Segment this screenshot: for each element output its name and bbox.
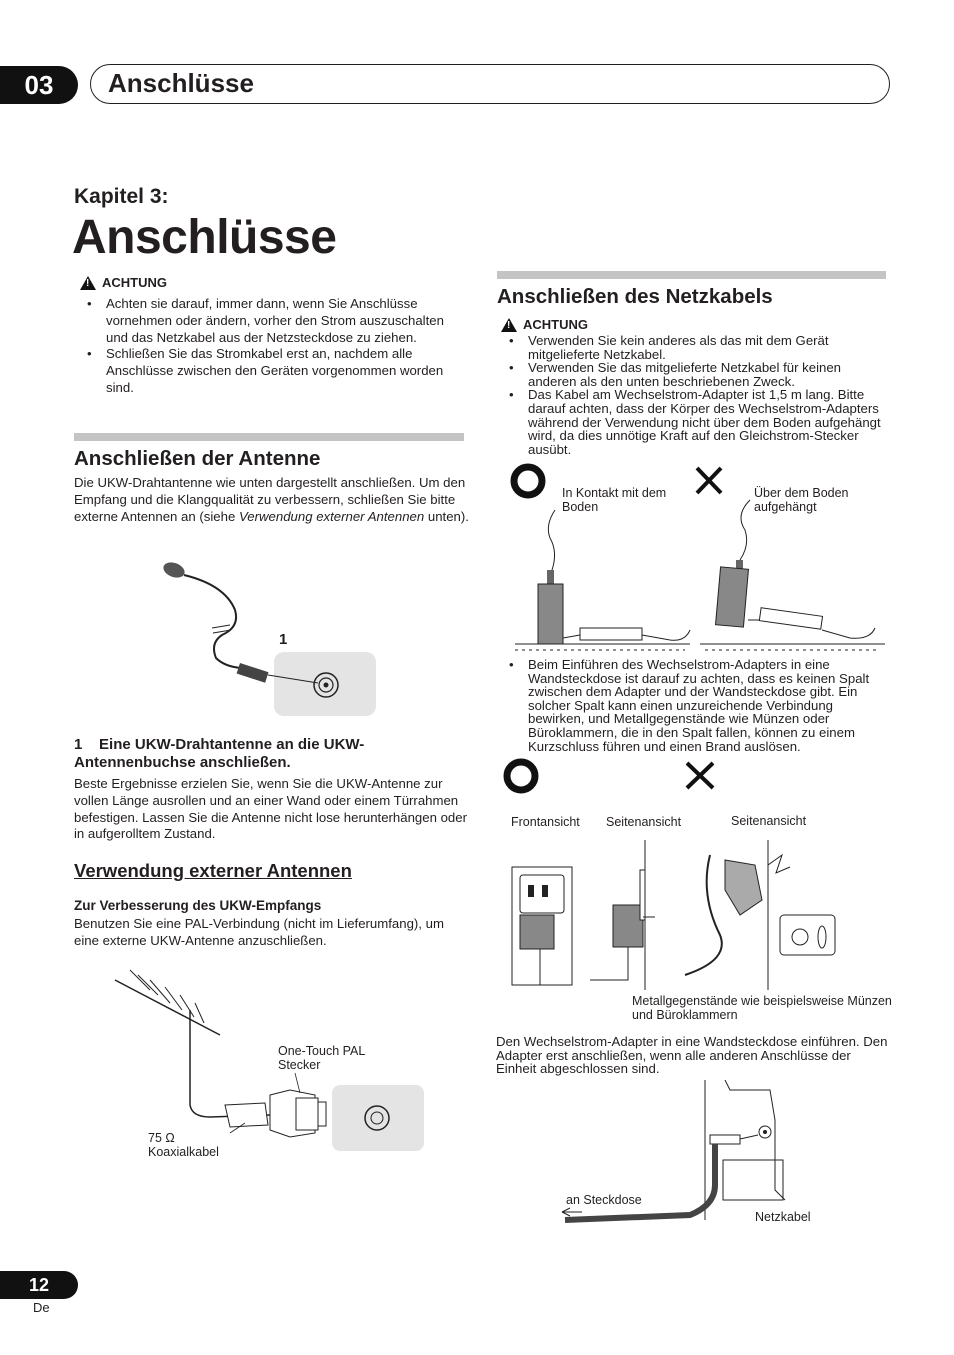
label-to-outlet: an Steckdose bbox=[566, 1193, 642, 1207]
list-item: • Schließen Sie das Stromkabel erst an, nachdem alle Anschlüsse zwischen den Geräten vorgenommen worden sind. bbox=[74, 346, 466, 396]
warning-icon bbox=[501, 318, 517, 332]
power-outro: Den Wechselstrom-Adapter in eine Wandsteckdose einführen. Den Adapter erst anschließen, wenn alle anderen Anschlüsse der Einheit abgeschlossen sind. bbox=[496, 1034, 888, 1077]
outlet-gap-figure bbox=[500, 755, 880, 995]
power-warning-heading bbox=[501, 317, 588, 332]
correct-icon bbox=[507, 762, 535, 790]
label-power-cable: Netzkabel bbox=[755, 1210, 811, 1224]
fm-antenna-figure bbox=[150, 555, 380, 720]
chapter-label: Kapitel 3: bbox=[74, 185, 169, 208]
step-number: 1 bbox=[74, 736, 83, 753]
label-suspended: Über dem Boden aufgehängt bbox=[754, 486, 849, 514]
antenna-heading: Anschließen der Antenne bbox=[74, 447, 321, 470]
external-antenna-heading: Verwendung externer Antennen bbox=[74, 860, 352, 881]
power-heading: Anschließen des Netzkabels bbox=[497, 285, 773, 308]
antenna-intro-text-end: unten). bbox=[424, 508, 469, 524]
correct-icon bbox=[514, 467, 542, 495]
coax-cable-label: Koaxialkabel bbox=[148, 1145, 219, 1159]
header-title: Anschlüsse bbox=[108, 68, 254, 98]
language-code: De bbox=[33, 1300, 50, 1315]
label-side-view-ok: Seitenansicht bbox=[606, 815, 682, 829]
list-item: • Verwenden Sie das mitgelieferte Netzkabel für keinen anderen als den unten beschriebenen Zweck. bbox=[496, 361, 892, 388]
figure-callout: 1 bbox=[279, 631, 288, 648]
cable-ohm-label: 75 Ω bbox=[148, 1131, 175, 1145]
section-bar bbox=[74, 433, 464, 441]
label-side-view-bad: Seitenansicht bbox=[731, 814, 807, 828]
label-on-floor: In Kontakt mit dem Boden bbox=[562, 486, 667, 514]
step-title bbox=[74, 736, 469, 772]
chapter-number-badge: 03 bbox=[0, 66, 78, 104]
pal-plug-label: One-Touch PAL Stecker bbox=[278, 1044, 365, 1072]
list-item: • Achten sie darauf, immer dann, wenn Sie Anschlüsse vornehmen oder ändern, vorher den Strom auszuschalten und das Netzkabel aus der Netzsteckdose zu ziehen. bbox=[74, 296, 466, 346]
list-item: • Verwenden Sie kein anderes als das mit dem Gerät mitgelieferte Netzkabel. bbox=[496, 334, 892, 361]
antenna-intro-link: Verwendung externer Antennen bbox=[238, 508, 425, 524]
warning-icon bbox=[80, 276, 96, 290]
chapter-title: Anschlüsse bbox=[72, 211, 337, 264]
page-number: 12 bbox=[0, 1271, 78, 1299]
external-body: Benutzen Sie eine PAL-Verbindung (nicht im Lieferumfang), um eine externe UKW-Antenne anzuschließen. bbox=[74, 916, 444, 948]
left-warning-list bbox=[74, 296, 466, 397]
label-front-view: Frontansicht bbox=[511, 815, 580, 829]
list-item: • Das Kabel am Wechselstrom-Adapter ist 1,5 m lang. Bitte darauf achten, dass der Körper des Wechselstrom-Adapters während der Verwendung nicht über dem Boden aufgehängt wird, da dies unnötige Kraft auf den Gleichstrom-Stecker ausübt. bbox=[496, 388, 892, 456]
antenna-intro-text: Die UKW-Drahtantenne wie unten dargestellt anschließen. Um den Empfang und die Klangqualität zu verbessern, schließen Sie bitte externe Antennen an (siehe bbox=[74, 475, 466, 524]
power-gap-list bbox=[496, 658, 892, 753]
label-metal-objects: Metallgegenstände wie beispielsweise Münzen und Büroklammern bbox=[632, 994, 892, 1022]
antenna-intro bbox=[74, 475, 469, 525]
left-warning-heading bbox=[80, 275, 167, 290]
left-warning-label: ACHTUNG bbox=[102, 275, 167, 290]
list-item: • Beim Einführen des Wechselstrom-Adapters in eine Wandsteckdose ist darauf zu achten, dass es keinen Spalt zwischen dem Adapter und der Wandsteckdose gibt. Ein solcher Spalt kann einen unzureichende Verbindung bewirken, und Metallgegenstände wie Münzen oder Büroklammern, die in den Spalt fallen, können zu einem Kurzschluss führen und einen Brand auslösen. bbox=[496, 658, 892, 753]
external-subheading: Zur Verbesserung des UKW-Empfangs bbox=[74, 898, 322, 913]
power-warning-list bbox=[496, 334, 892, 456]
power-warning-label: ACHTUNG bbox=[523, 317, 588, 332]
section-bar bbox=[497, 271, 886, 279]
step-body: Beste Ergebnisse erzielen Sie, wenn Sie die UKW-Antenne zur vollen Länge ausrollen und an einer Wand oder einem Türrahmen befestigen. Lassen Sie die Antenne nicht lose herunterhängen oder in aufgerolltem Zustand. bbox=[74, 776, 467, 842]
step-title-text: Eine UKW-Drahtantenne an die UKW-Antennenbuchse anschließen. bbox=[74, 736, 365, 771]
